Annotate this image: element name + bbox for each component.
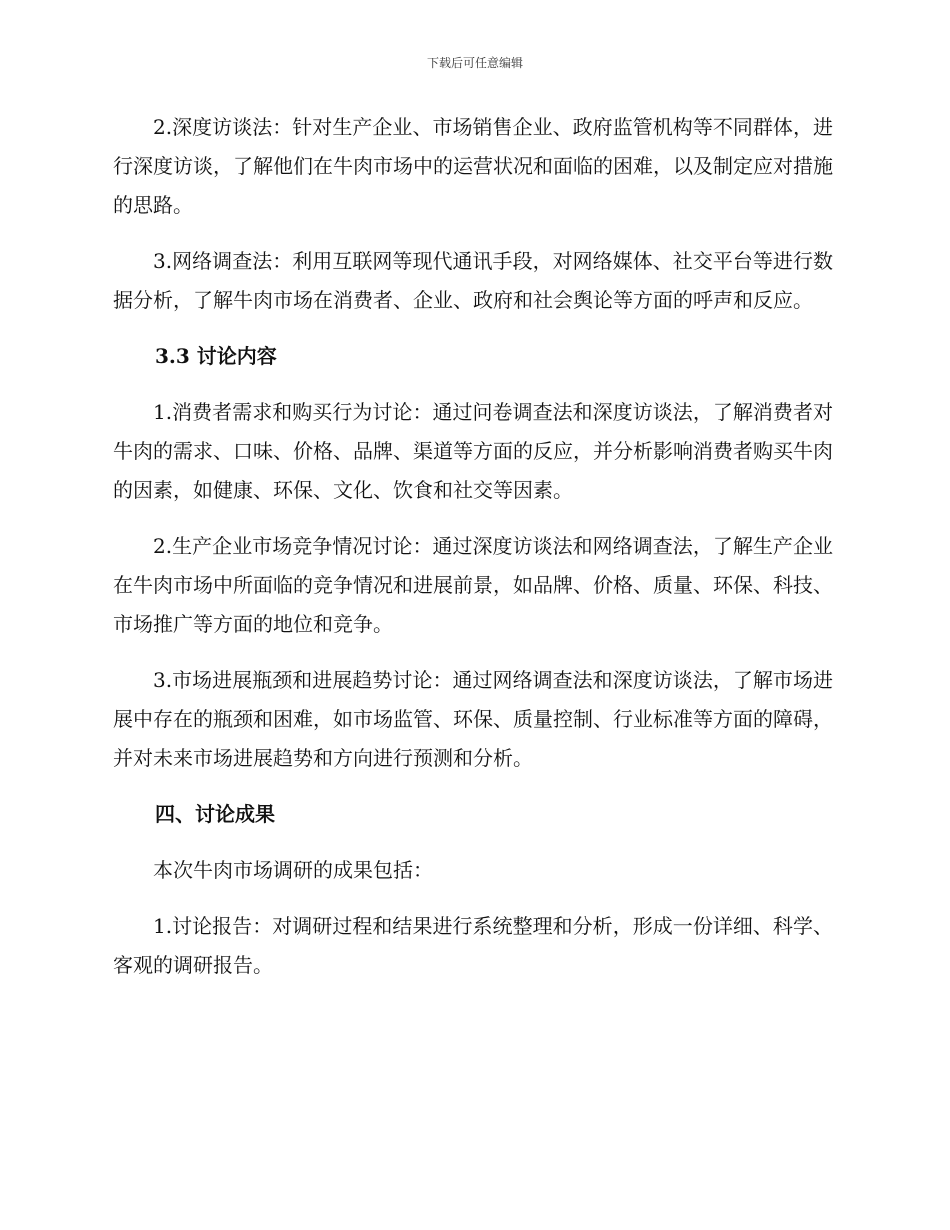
paragraph-results-intro: 本次牛肉市场调研的成果包括： [153, 858, 433, 882]
document-body [113, 108, 833, 1002]
section-heading-results: 四、讨论成果 [155, 802, 275, 826]
paragraph-online-survey: 3.网络调查法：利用互联网等现代通讯手段，对网络媒体、社交平台等进行数据分析，了解牛肉市场在消费者、企业、政府和社会舆论等方面的呼声和反应。 [113, 249, 833, 312]
page-header: 下载后可任意编辑 [426, 56, 523, 70]
paragraph-in-depth-interview: 2.深度访谈法：针对生产企业、市场销售企业、政府监管机构等不同群体，进行深度访谈，了解他们在牛肉市场中的运营状况和面临的困难，以及制定应对措施的思路。 [113, 115, 833, 217]
paragraph-market-bottleneck: 3.市场进展瓶颈和进展趋势讨论：通过网络调查法和深度访谈法，了解市场进展中存在的瓶颈和困难，如市场监管、环保、质量控制、行业标准等方面的障碍，并对未来市场进展趋势和方向进行预测和分析。 [113, 668, 833, 770]
paragraph-consumer-demand: 1.消费者需求和购买行为讨论：通过问卷调查法和深度访谈法，了解消费者对牛肉的需求、口味、价格、品牌、渠道等方面的反应，并分析影响消费者购买牛肉的因素，如健康、环保、文化、饮食和社交等因素。 [113, 400, 833, 502]
paragraph-producer-competition: 2.生产企业市场竞争情况讨论：通过深度访谈法和网络调查法，了解生产企业在牛肉市场中所面临的竞争情况和进展前景，如品牌、价格、质量、环保、科技、市场推广等方面的地位和竞争。 [113, 534, 833, 636]
section-heading-discussion-content: 3.3 讨论内容 [155, 344, 277, 368]
paragraph-report: 1.讨论报告：对调研过程和结果进行系统整理和分析，形成一份详细、科学、客观的调研报告。 [113, 914, 833, 977]
